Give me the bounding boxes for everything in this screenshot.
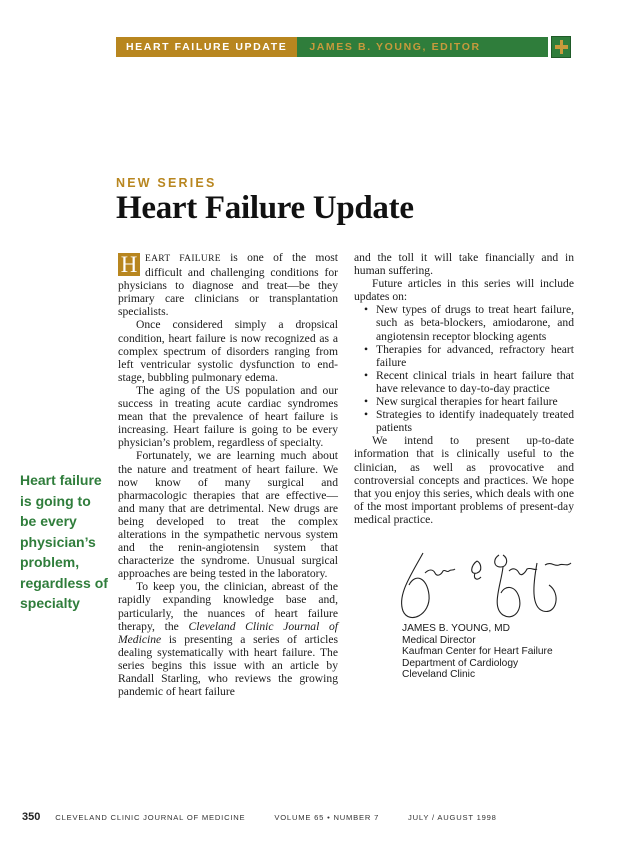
paragraph-5-end: is presenting a series of articles dealing systematically with heart failure. The series begins this issue with an article by Randall Starling, who reviews the growing pandemic of heart failure [118, 632, 338, 699]
handwritten-signature [385, 545, 585, 625]
paragraph-5-start: To keep you, the clinician, abreast of the rapidly expanding knowledge base and, particularly, the nuances of heart failure therapy, the [118, 580, 338, 633]
page-number: 350 [22, 811, 41, 823]
journal-title: CLEVELAND CLINIC JOURNAL OF MEDICINE [55, 813, 246, 822]
page-footer [22, 811, 497, 823]
issue-date: JULY / AUGUST 1998 [408, 813, 497, 822]
article-column-right [354, 251, 574, 526]
issue-volume: VOLUME 65 • NUMBER 7 [274, 813, 380, 822]
paragraph-2: Once considered simply a dropsical condition, heart failure is now recognized as a complex spectrum of disorders ranging from left ventricular systolic dysfunction to end-stage, bubbling pulmonary edema. [118, 318, 338, 384]
list-item: • New types of drugs to treat heart failure, such as beta-blockers, amiodarone, and angiotensin receptor blocking agents [376, 303, 574, 342]
paragraph-3: The aging of the US population and our success in treating acute cardiac syndromes mean that the prevalence of heart failure is increasing. Heart failure is going to be every physician’s problem, regardless of specialty. [118, 383, 338, 450]
series-kicker: NEW SERIES [116, 176, 217, 190]
cross-logo-icon [551, 36, 571, 58]
paragraph-7: Future articles in this series will include updates on: [354, 277, 574, 304]
author-department: Department of Cardiology [402, 657, 519, 669]
paragraph-4: Fortunately, we are learning much about the nature and treatment of heart failure. We now know of many surgical and pharmacologic therapies that are effective—and many that are detrimental. New drugs are being developed to treat the complex alterations in the sympathetic nervous system and the renin-angiotensin system that characterize the syndrome. Unusual surgical approaches are being tested in the laboratory. [118, 449, 338, 581]
department-label: HEART FAILURE UPDATE [116, 37, 297, 57]
editor-label: JAMES B. YOUNG, EDITOR [297, 37, 548, 57]
paragraph-5 [118, 580, 338, 698]
pull-quote: Heart failure is going to be every physician’s problem, regardless of specialty [20, 472, 108, 611]
topics-list [354, 303, 574, 434]
drop-cap: H [118, 253, 140, 276]
article-title: Heart Failure Update [116, 190, 414, 226]
article-column-left [118, 251, 338, 698]
paragraph-8: We intend to present up-to-date information that is clinically useful to the clinician, as well as provocative and controversial concepts and practices. We hope that you enjoy this series, which deals with one of the most important problems of present-day medical practice. [354, 434, 574, 526]
author-center: Kaufman Center for Heart Failure [402, 646, 553, 657]
paragraph-1 [118, 251, 338, 318]
journal-name: Cleveland Clinic Journal of Medicine [118, 619, 339, 646]
author-name: JAMES B. YOUNG, MD [402, 623, 510, 634]
department-header-bar [116, 37, 548, 57]
author-signature-block [402, 623, 553, 681]
list-item: • Strategies to identify inadequately treated patients [376, 408, 574, 434]
list-item: • New surgical therapies for heart failure [376, 395, 574, 408]
author-institution: Cleveland Clinic [402, 669, 476, 680]
author-title: Medical Director [402, 634, 476, 646]
list-item: • Recent clinical trials in heart failure that have relevance to day-to-day practice [376, 369, 574, 395]
paragraph-1-text: is one of the most difficult and challenging conditions for physicians to diagnose and treat—be they primary care clinicians or transplantation specialists. [118, 251, 338, 319]
lead-smallcaps: EART FAILURE [145, 254, 221, 264]
list-item: • Therapies for advanced, refractory heart failure [376, 343, 574, 369]
paragraph-6: and the toll it will take financially and in human suffering. [354, 251, 574, 278]
